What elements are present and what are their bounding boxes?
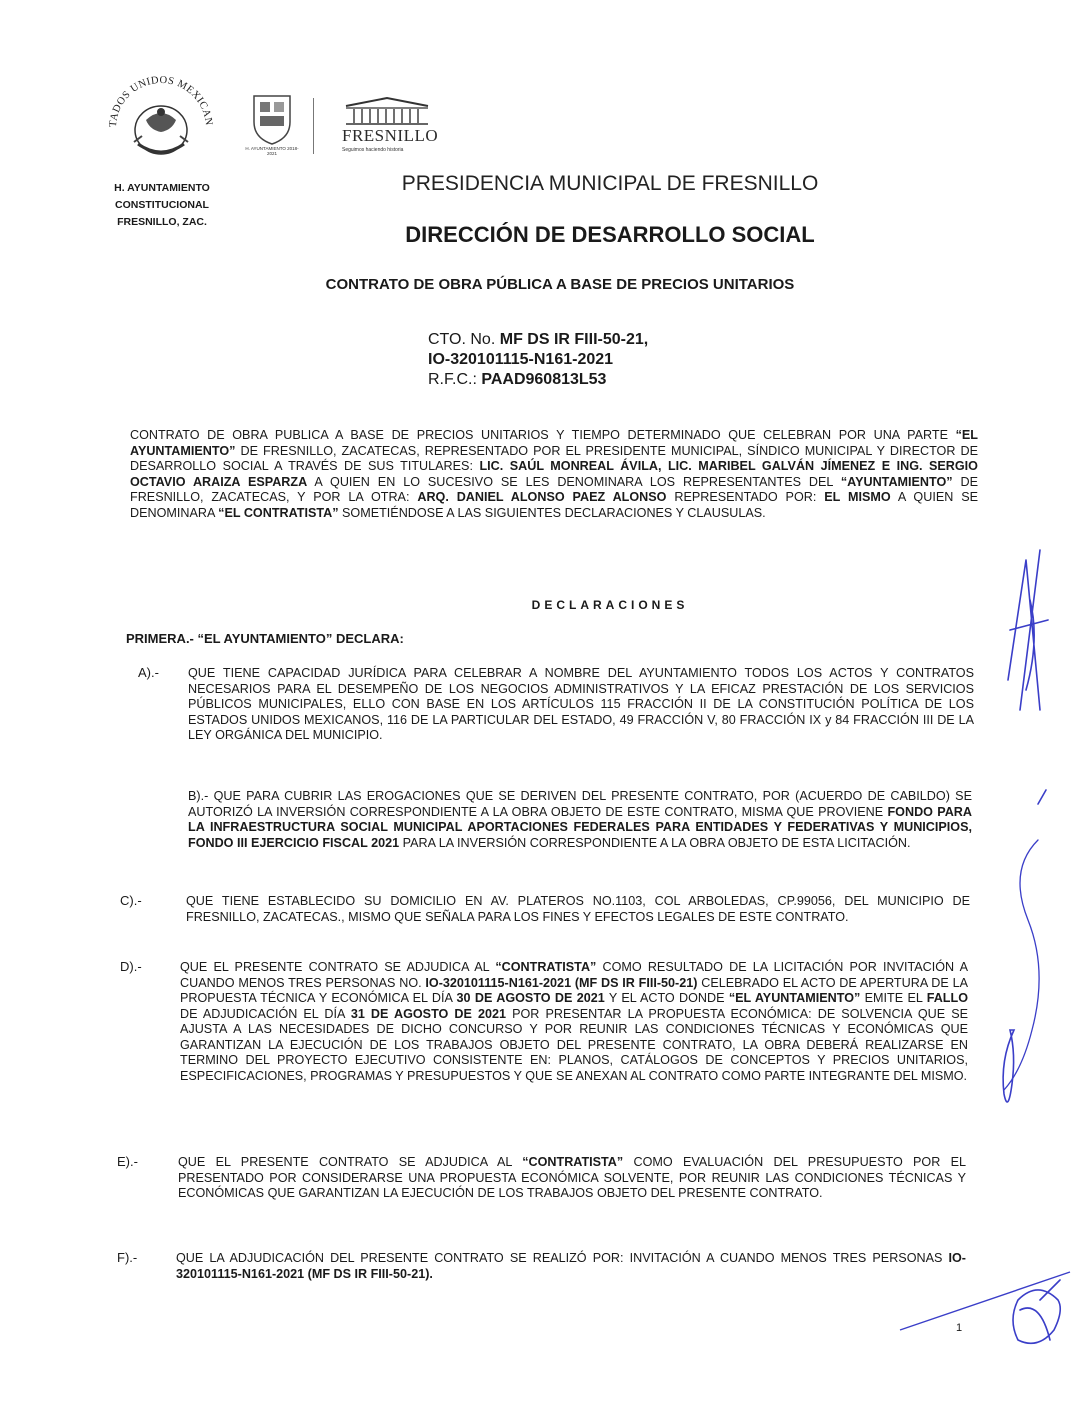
text-run: LIC. SAÚL MONREAL ÁVILA, LIC. MARIBEL GALVÁN JÍMENEZ E ING. SERGIO OCTAVIO ARAIZA ESPARZA [130, 459, 978, 489]
contract-type-heading: CONTRATO DE OBRA PÚBLICA A BASE DE PRECIOS UNITARIOS [325, 276, 795, 293]
fresnillo-logo-tagline: Seguimos haciendo historia [342, 147, 404, 153]
text-run: ARQ. DANIEL ALONSO PAEZ ALONSO [417, 490, 667, 504]
cto-label: CTO. No. [428, 331, 496, 348]
text-run: SOMETIÉNDOSE A LAS SIGUIENTES DECLARACIONES Y CLAUSULAS. [338, 505, 766, 520]
text-run: “EL AYUNTAMIENTO” [728, 991, 861, 1005]
text-run: “AYUNTAMIENTO” [840, 474, 953, 489]
page-number: 1 [956, 1322, 963, 1334]
text-run: “CONTRATISTA” [495, 960, 597, 974]
text-run: FALLO [926, 991, 968, 1005]
text-run: “CONTRATISTA” [522, 1155, 624, 1169]
shield-caption: H. AYUNTAMIENTO 2018-2021 [245, 146, 299, 156]
text-run: QUE EL PRESENTE CONTRATO SE ADJUDICA AL [178, 1155, 523, 1169]
page-title: PRESIDENCIA MUNICIPAL DE FRESNILLO [401, 172, 819, 195]
text-run: “EL AYUNTAMIENTO” [130, 428, 978, 458]
seal-caption-line: H. AYUNTAMIENTO [114, 182, 210, 194]
text-run: FONDO PARA LA INFRAESTRUCTURA SOCIAL MUNICIPAL APORTACIONES FEDERALES PARA ENTIDADES Y FEDERATIVAS Y MUNICIPIOS, FONDO III EJERCICIO FISCAL 2021 [188, 804, 972, 850]
text-run: QUE TIENE ESTABLECIDO SU DOMICILIO EN AV. PLATEROS NO.1103, COL ARBOLEDAS, CP.99056, DEL MUNICIPIO DE FRESNILLO, ZACATECAS., MISMO QUE SEÑALA PARA LOS FINES Y EFECTOS LEGALES DE ESTE CONTRATO. [186, 894, 970, 924]
text-run: IO-320101115-N161-2021 (MF DS IR FIII-50-21). [176, 1251, 966, 1281]
text-run: Y EL ACTO DONDE [604, 991, 729, 1005]
department-title: DIRECCIÓN DE DESARROLLO SOCIAL [405, 222, 815, 247]
text-run: B).- QUE PARA CUBRIR LAS EROGACIONES QUE SE DERIVEN DEL PRESENTE CONTRATO, POR (ACUERDO DE CABILDO) SE AUTORIZÓ LA INVERSIÓN CORRESPONDIENTE A LA OBRA OBJETO DE ESTE CONTRATO, MISMA QUE PROVIENE [188, 789, 972, 819]
text-run: DE FRESNILLO, ZACATECAS, REPRESENTADO POR EL PRESIDENTE MUNICIPAL, SÍNDICO MUNICIPAL Y DIRECTOR DE DESARROLLO SOCIAL A TRAVÉS DE SUS TITULARES: [130, 443, 978, 473]
text-run: QUE LA ADJUDICACIÓN DEL PRESENTE CONTRATO SE REALIZÓ POR: INVITACIÓN A CUANDO MENOS TRES PERSONAS [176, 1251, 949, 1265]
text-run: “EL CONTRATISTA” [218, 505, 339, 520]
text-run: PARA LA INVERSIÓN CORRESPONDIENTE A LA OBRA OBJETO DE ESTA LICITACIÓN. [399, 835, 911, 850]
seal-caption-line: CONSTITUCIONAL [115, 199, 209, 211]
text-run: A QUIEN SE DENOMINARA [130, 490, 978, 520]
text-run: COMO RESULTADO DE LA LICITACIÓN POR INVITACIÓN A CUANDO MENOS TRES PERSONAS NO. [180, 960, 968, 990]
text-run: COMO EVALUACIÓN DEL PRESUPUESTO POR EL PRESENTADO POR CONSIDERARSE UNA PROPUESTA ECONÓMICA SOLVENTE, POR REUNIR LAS CONDICIONES TÉCNICAS Y ECONÓMICAS QUE GARANTIZAN LA EJECUCIÓN DE LOS TRABAJOS OBJETO DEL PRESENTE CONTRATO. [178, 1155, 966, 1200]
clause-a-label: A).- [138, 665, 159, 680]
svg-text:ESTADOS UNIDOS MEXICANOS: TADOS UNIDOS MEXICAN [107, 74, 215, 128]
primera-heading: PRIMERA.- “EL AYUNTAMIENTO” DECLARA: [126, 631, 404, 646]
text-run: REPRESENTADO POR: [666, 490, 825, 504]
text-run: POR PRESENTAR LA PROPUESTA ECONÓMICA: DE SOLVENCIA QUE SE AJUSTA A LAS NECESIDADES DE DICHO CONCURSO Y POR REUNIR LAS CONDICIONES TÉCNICAS Y ECONÓMICAS QUE GARANTIZAN LA EJECUCIÓN DE LOS TRABAJOS OBJETO DEL PRESENTE CONTRATO, LA OBRA DEBERÁ REALIZARSE EN TERMINO DEL PROYECTO EJECUTIVO CONSISTENTE EN: PLANOS, CATÁLOGOS DE CONCEPTOS Y PRECIOS UNITARIOS, ESPECIFICACIONES, PROGRAMAS Y PRESUPUESTOS Y QUE SE ANEXAN AL CONTRATO COMO PARTE INTEGRANTE DEL MISMO. [180, 1006, 968, 1083]
text-run: A QUIEN EN LO SUCESIVO SE LES DENOMINARA LOS REPRESENTANTES DEL [307, 474, 841, 489]
clause-c-label: C).- [120, 893, 142, 908]
text-run: EL MISMO [824, 490, 891, 504]
text-run: CELEBRADO EL ACTO DE APERTURA DE LA PROPUESTA TÉCNICA Y ECONÓMICA EL DÍA [180, 975, 968, 1005]
text-run: CONTRATO DE OBRA PUBLICA A BASE DE PRECIOS UNITARIOS Y TIEMPO DETERMINADO QUE CELEBRAN POR UNA PARTE [130, 428, 956, 442]
seal-caption-line: FRESNILLO, ZAC. [117, 216, 207, 228]
text-run: QUE EL PRESENTE CONTRATO SE ADJUDICA AL [180, 960, 496, 974]
text-run: 30 DE AGOSTO DE 2021 [456, 991, 605, 1005]
text-run: QUE TIENE CAPACIDAD JURÍDICA PARA CELEBRAR A NOMBRE DEL AYUNTAMIENTO TODOS LOS ACTOS Y CONTRATOS NECESARIOS PARA EL DESEMPEÑO DE LOS NEGOCIOS ADMINISTRATIVOS Y LA EFICAZ PRESTACIÓN DE LOS SERVICIOS PÚBLICOS MUNICIPALES, ELLO CON BASE EN LOS ARTÍCULOS 115 FRACCIÓN II DE LA CONSTITUCIÓN POLÍTICA DE LOS ESTADOS UNIDOS MEXICANOS, 116 DE LA PARTICULAR DEL ESTADO, 49 FRACCIÓN V, 80 FRACCIÓN IX y 84 FRACCIÓN III DE LA LEY ORGÁNICA DEL MUNICIPIO. [188, 666, 974, 742]
rfc-value: PAAD960813L53 [481, 371, 607, 388]
clause-e-label: E).- [117, 1154, 138, 1169]
clause-d-label: D).- [120, 959, 142, 974]
text-run: DE ADJUDICACIÓN EL DÍA [180, 1006, 351, 1021]
fresnillo-logo-name: FRESNILLO [342, 126, 439, 145]
clause-f-label: F).- [117, 1250, 138, 1265]
io-number: IO-320101115-N161-2021 [428, 351, 614, 368]
cto-number: MF DS IR FIII-50-21, [499, 331, 649, 348]
text-run: EMITE EL [860, 991, 927, 1005]
declaraciones-heading: DECLARACIONES [531, 598, 689, 612]
text-run: IO-320101115-N161-2021 (MF DS IR FIII-50-21) [425, 975, 698, 990]
text-run: 31 DE AGOSTO DE 2021 [350, 1006, 507, 1021]
text-run: DE FRESNILLO, ZACATECAS, Y POR LA OTRA: [130, 474, 978, 504]
rfc-label: R.F.C.: [428, 371, 477, 388]
